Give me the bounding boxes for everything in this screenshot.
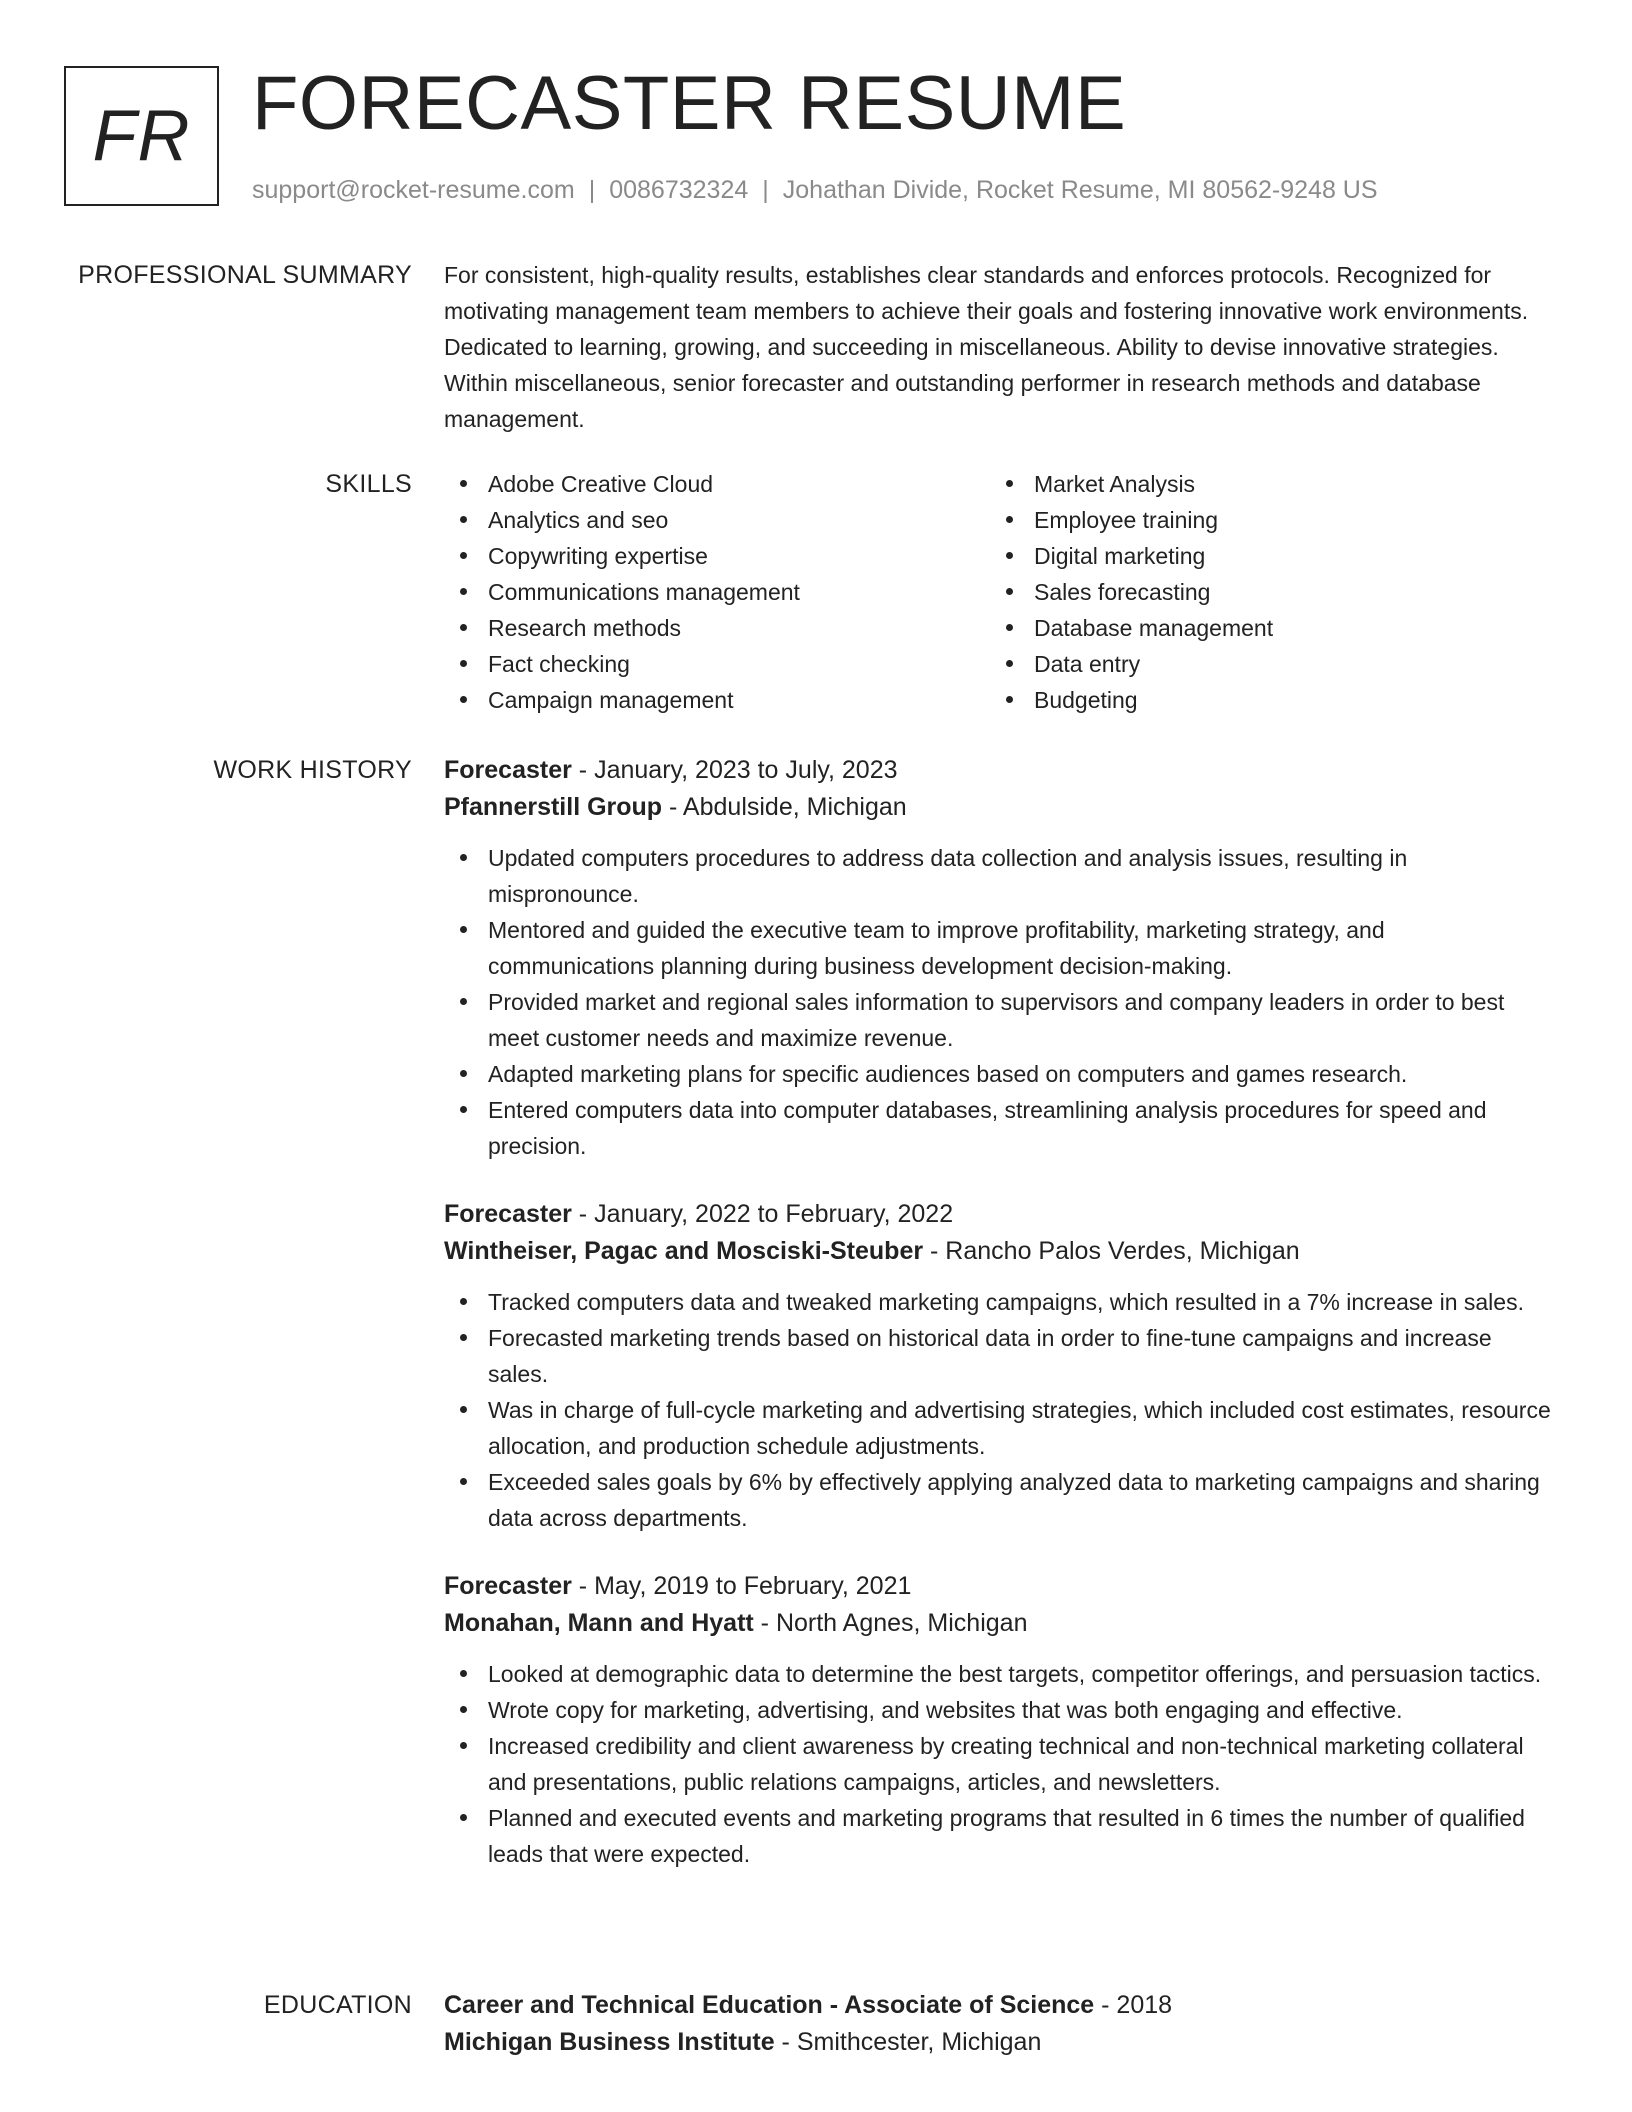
job-title: Forecaster [444,1572,572,1600]
skills-list-right [990,466,1536,718]
contact-email[interactable]: support@rocket-resume.com [252,176,575,204]
job-title-line [444,752,1554,789]
job-bullet: Updated computers procedures to address data collection and analysis issues, resulting in mispronounce. [444,840,1554,912]
job-bullet-list [444,840,1554,1164]
job-company-line [444,1605,1554,1642]
skill-item: Analytics and seo [444,502,990,538]
resume-title: FORECASTER RESUME [252,61,1127,146]
skill-item: Digital marketing [990,538,1536,574]
job-bullet: Forecasted marketing trends based on historical data in order to fine-tune campaigns and increase sales. [444,1320,1554,1392]
job-bullet: Exceeded sales goals by 6% by effectively applying analyzed data to marketing campaigns and sharing data across departments. [444,1464,1554,1536]
skill-item: Research methods [444,610,990,646]
contact-line [252,172,1378,208]
job-bullet: Entered computers data into computer databases, streamlining analysis procedures for speed and precision. [444,1092,1554,1164]
job-bullet: Provided market and regional sales information to supervisors and company leaders in order to best meet customer needs and maximize revenue. [444,984,1554,1056]
skill-item: Budgeting [990,682,1536,718]
skill-item: Sales forecasting [990,574,1536,610]
work-label: WORK HISTORY [213,756,412,784]
job-location: - Abdulside, Michigan [662,793,907,821]
job-entry [444,1568,1554,1872]
contact-separator: | [762,176,769,204]
job-company: Pfannerstill Group [444,793,663,821]
skill-item: Fact checking [444,646,990,682]
job-bullet: Mentored and guided the executive team to improve profitability, marketing strategy, and communications planning during business development decision-making. [444,912,1554,984]
education-school-line [444,2024,1554,2061]
education-label: EDUCATION [263,1991,412,2019]
skill-item: Market Analysis [990,466,1536,502]
job-bullet-list [444,1284,1554,1536]
skills-body [444,466,1554,718]
job-company: Monahan, Mann and Hyatt [444,1609,754,1637]
education-year: - 2018 [1094,1991,1173,2019]
contact-phone[interactable]: 0086732324 [609,176,749,204]
job-bullet: Increased credibility and client awareness by creating technical and non-technical marketing collateral and presentations, public relations campaigns, articles, and newsletters. [444,1728,1554,1800]
summary-label: PROFESSIONAL SUMMARY [78,261,412,289]
job-bullet: Adapted marketing plans for specific audiences based on computers and games research. [444,1056,1554,1092]
job-bullet-list [444,1656,1554,1872]
contact-separator: | [588,176,596,204]
job-title-line [444,1196,1554,1233]
skill-item: Data entry [990,646,1536,682]
job-location: - Rancho Palos Verdes, Michigan [923,1237,1300,1265]
job-entry [444,1196,1554,1536]
education-degree-line [444,1987,1554,2024]
work-body [444,752,1554,1872]
skills-list-left [444,466,990,718]
skill-item: Communications management [444,574,990,610]
contact-address: Johathan Divide, Rocket Resume, MI 80562-9248 US [782,176,1378,204]
job-company-line [444,1233,1554,1270]
skill-item: Adobe Creative Cloud [444,466,990,502]
education-degree: Career and Technical Education - Associate of Science [444,1991,1095,2019]
job-bullet: Wrote copy for marketing, advertising, and websites that was both engaging and effective. [444,1692,1554,1728]
job-dates: - January, 2022 to February, 2022 [571,1200,954,1228]
job-bullet: Was in charge of full-cycle marketing and advertising strategies, which included cost estimates, resource allocation, and production schedule adjustments. [444,1392,1554,1464]
education-body [444,1987,1554,2061]
job-title: Forecaster [444,756,572,784]
education-school: Michigan Business Institute [444,2028,775,2056]
skill-item: Copywriting expertise [444,538,990,574]
job-title: Forecaster [444,1200,572,1228]
job-bullet: Tracked computers data and tweaked marketing campaigns, which resulted in a 7% increase in sales. [444,1284,1554,1320]
education-location: - Smithcester, Michigan [774,2028,1042,2056]
job-title-line [444,1568,1554,1605]
monogram-box [64,66,219,206]
job-dates: - January, 2023 to July, 2023 [571,756,898,784]
skills-label: SKILLS [325,470,412,498]
summary-text: For consistent, high-quality results, establishes clear standards and enforces protocols. Recognized for motivating management team members to achieve their goals and fostering innovative work environments. Dedicated to learning, growing, and succeeding in miscellaneous. Ability to devise innovative strategies. Within miscellaneous, senior forecaster and outstanding performer in research methods and database management. [444,262,1529,432]
job-company: Wintheiser, Pagac and Mosciski-Steuber [444,1237,924,1265]
monogram-initials: FR [92,96,191,176]
job-dates: - May, 2019 to February, 2021 [571,1572,912,1600]
job-bullet: Looked at demographic data to determine the best targets, competitor offerings, and persuasion tactics. [444,1656,1554,1692]
job-bullet: Planned and executed events and marketing programs that resulted in 6 times the number of qualified leads that were expected. [444,1800,1554,1872]
skill-item: Campaign management [444,682,990,718]
job-company-line [444,789,1554,826]
job-location: - North Agnes, Michigan [753,1609,1028,1637]
job-entry [444,752,1554,1164]
skill-item: Employee training [990,502,1536,538]
skill-item: Database management [990,610,1536,646]
summary-body [444,257,1554,437]
